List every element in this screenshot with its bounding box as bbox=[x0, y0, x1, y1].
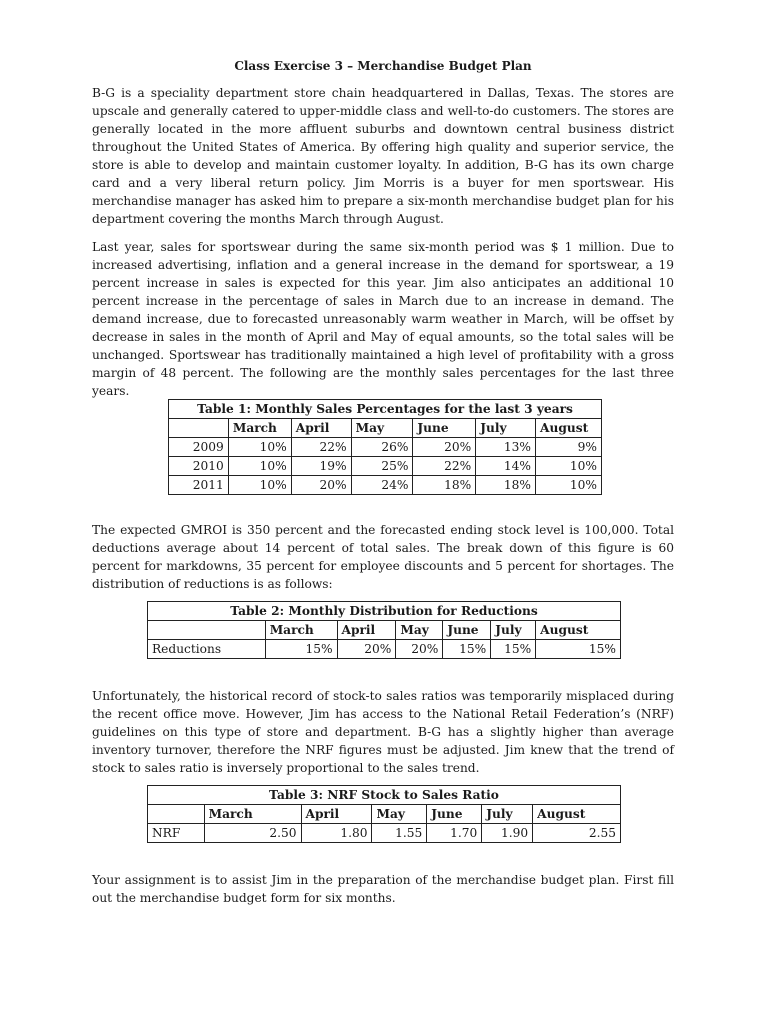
table-cell: 2010 bbox=[169, 457, 229, 476]
table-cell: 19% bbox=[291, 457, 351, 476]
table-cell: 1.90 bbox=[482, 824, 533, 843]
table-caption: Table 2: Monthly Distribution for Reductions bbox=[148, 602, 621, 621]
table-cell: 15% bbox=[265, 640, 337, 659]
document-title: Class Exercise 3 – Merchandise Budget Plan bbox=[234, 59, 532, 73]
table-cell: 10% bbox=[536, 476, 602, 495]
table-cell: NRF bbox=[148, 824, 205, 843]
table-cell: 20% bbox=[413, 438, 476, 457]
table-reductions-distribution bbox=[147, 601, 621, 659]
table-caption: Table 1: Monthly Sales Percentages for the last 3 years bbox=[169, 400, 602, 419]
paragraph-intro: B-G is a speciality department store chain headquartered in Dallas, Texas. The stores are upscale and generally catered to upper-middle class and well-to-do customers. The stores are generally located in the more affluent suburbs and downtown central business district throughout the United States of America. By offering high quality and superior service, the store is able to develop and maintain customer loyalty. In addition, B-G has its own charge card and a very liberal return policy. Jim Morris is a buyer for men sportswear. His merchandise manager has asked him to prepare a six-month merchandise budget plan for his department covering the months March through August. bbox=[92, 86, 674, 226]
table-nrf-stock-to-sales bbox=[147, 785, 621, 843]
table-cell: 10% bbox=[228, 476, 291, 495]
table-header-cell bbox=[148, 621, 266, 640]
table-row bbox=[169, 457, 602, 476]
table-cell: 1.70 bbox=[427, 824, 482, 843]
table-cell: 10% bbox=[228, 457, 291, 476]
table-cell: 24% bbox=[351, 476, 413, 495]
table-header-cell: May bbox=[396, 621, 443, 640]
table-header-cell: April bbox=[291, 419, 351, 438]
paragraph-sales: Last year, sales for sportswear during the same six-month period was $ 1 million. Due to increased advertising, inflation and a general increase in the demand for sportswear, a 19 percent increase in sales is expected for this year. Jim also anticipates an additional 10 percent increase in the percentage of sales in March due to an increase in demand. The demand increase, due to forecasted unreasonably warm weather in March, will be offset by decrease in sales in the month of April and May of equal amounts, so the total sales will be unchanged. Sportswear has traditionally maintained a high level of profitability with a gross margin of 48 percent. The following are the monthly sales percentages for the last three years. bbox=[92, 240, 674, 398]
table-cell: 2011 bbox=[169, 476, 229, 495]
table-cell: 15% bbox=[443, 640, 491, 659]
table-cell: Reductions bbox=[148, 640, 266, 659]
table-cell: 15% bbox=[491, 640, 536, 659]
table-header-cell: June bbox=[427, 805, 482, 824]
table-cell: 1.55 bbox=[372, 824, 427, 843]
table-cell: 2009 bbox=[169, 438, 229, 457]
table-cell: 18% bbox=[476, 476, 536, 495]
table-cell: 15% bbox=[536, 640, 621, 659]
table-row bbox=[169, 438, 602, 457]
table-header-cell: March bbox=[204, 805, 301, 824]
table-header-cell: August bbox=[536, 621, 621, 640]
paragraph-stock-to-sales: Unfortunately, the historical record of stock-to sales ratios was temporarily misplaced during the recent office move. However, Jim has access to the National Retail Federation’s (NRF) guidelines on this type of store and department. B-G has a slightly higher than average inventory turnover, therefore the NRF figures must be adjusted. Jim knew that the trend of stock to sales ratio is inversely proportional to the sales trend. bbox=[92, 689, 674, 775]
table-cell: 10% bbox=[228, 438, 291, 457]
table-header-cell: June bbox=[413, 419, 476, 438]
table-cell: 2.50 bbox=[204, 824, 301, 843]
table-cell: 22% bbox=[413, 457, 476, 476]
table-header-cell: July bbox=[482, 805, 533, 824]
table-cell: 14% bbox=[476, 457, 536, 476]
table-cell: 20% bbox=[337, 640, 396, 659]
table-cell: 22% bbox=[291, 438, 351, 457]
table-header-cell: March bbox=[228, 419, 291, 438]
table-header-cell: May bbox=[351, 419, 413, 438]
table-cell: 13% bbox=[476, 438, 536, 457]
table-cell: 20% bbox=[396, 640, 443, 659]
table-header-cell: July bbox=[491, 621, 536, 640]
table-cell: 18% bbox=[413, 476, 476, 495]
table-row bbox=[148, 640, 621, 659]
table-header-cell: March bbox=[265, 621, 337, 640]
table-caption: Table 3: NRF Stock to Sales Ratio bbox=[148, 786, 621, 805]
document-page bbox=[92, 58, 674, 400]
table-header-cell bbox=[148, 805, 205, 824]
table-header-cell: May bbox=[372, 805, 427, 824]
table-header-cell bbox=[169, 419, 229, 438]
table-header-cell: April bbox=[337, 621, 396, 640]
table-cell: 9% bbox=[536, 438, 602, 457]
table-cell: 25% bbox=[351, 457, 413, 476]
table-cell: 10% bbox=[536, 457, 602, 476]
table-row bbox=[169, 476, 602, 495]
table-row bbox=[148, 824, 621, 843]
paragraph-assignment: Your assignment is to assist Jim in the preparation of the merchandise budget plan. First fill out the merchandise budget form for six months. bbox=[92, 873, 674, 905]
table-header-cell: April bbox=[301, 805, 372, 824]
table-header-cell: July bbox=[476, 419, 536, 438]
table-cell: 20% bbox=[291, 476, 351, 495]
paragraph-gmroi: The expected GMROI is 350 percent and the forecasted ending stock level is 100,000. Total deductions average about 14 percent of total sales. The break down of this figure is 60 percent for markdowns, 35 percent for employee discounts and 5 percent for shortages. The distribution of reductions is as follows: bbox=[92, 523, 674, 591]
table-monthly-sales-percentages bbox=[168, 399, 602, 495]
table-header-cell: June bbox=[443, 621, 491, 640]
table-cell: 26% bbox=[351, 438, 413, 457]
table-header-cell: August bbox=[536, 419, 602, 438]
table-cell: 1.80 bbox=[301, 824, 372, 843]
table-cell: 2.55 bbox=[533, 824, 621, 843]
table-header-cell: August bbox=[533, 805, 621, 824]
